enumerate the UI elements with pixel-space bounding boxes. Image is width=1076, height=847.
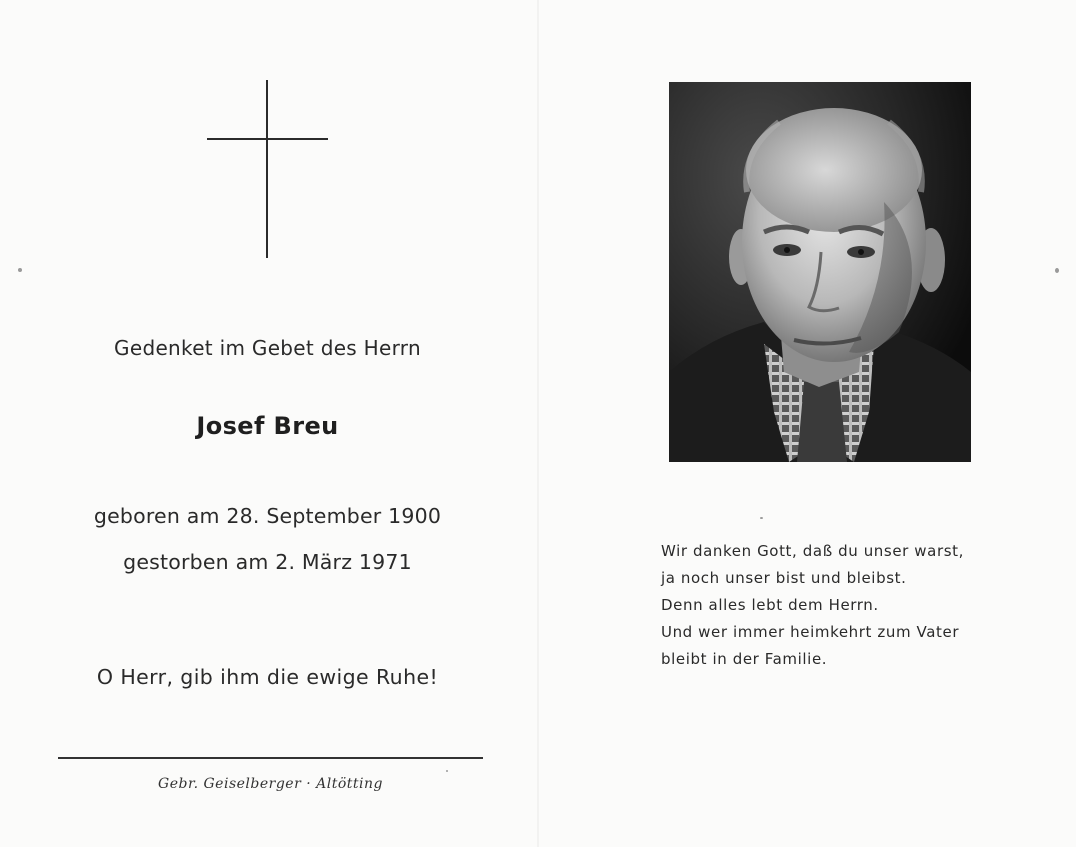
fold-line (537, 0, 539, 847)
portrait-illustration (669, 82, 971, 462)
death-date-line: gestorben am 2. März 1971 (123, 550, 412, 574)
cross-vertical-bar (266, 80, 268, 258)
verse-line: Denn alles lebt dem Herrn. (661, 596, 879, 614)
paper-speck (760, 517, 763, 519)
paper-speck (446, 770, 448, 772)
cross-horizontal-bar (207, 138, 328, 140)
divider (58, 757, 483, 759)
intro-text: Gedenket im Gebet des Herrn (114, 336, 421, 360)
verse-line: bleibt in der Familie. (661, 650, 828, 668)
verse-line: ja noch unser bist und bleibst. (661, 569, 907, 587)
paper-speck (1055, 268, 1059, 273)
verse-line: Wir danken Gott, daß du unser warst, (661, 542, 964, 560)
paper-speck (18, 268, 22, 272)
verse-block (661, 538, 1061, 673)
birth-date-line: geboren am 28. September 1900 (93, 504, 442, 528)
printer-credit: Gebr. Geiselberger · Altötting (158, 776, 383, 792)
deceased-name: Josef Breu (196, 412, 339, 440)
portrait-photo (669, 82, 971, 462)
verse-line: Und wer immer heimkehrt zum Vater (661, 623, 960, 641)
prayer-text: O Herr, gib ihm die ewige Ruhe! (96, 665, 439, 689)
